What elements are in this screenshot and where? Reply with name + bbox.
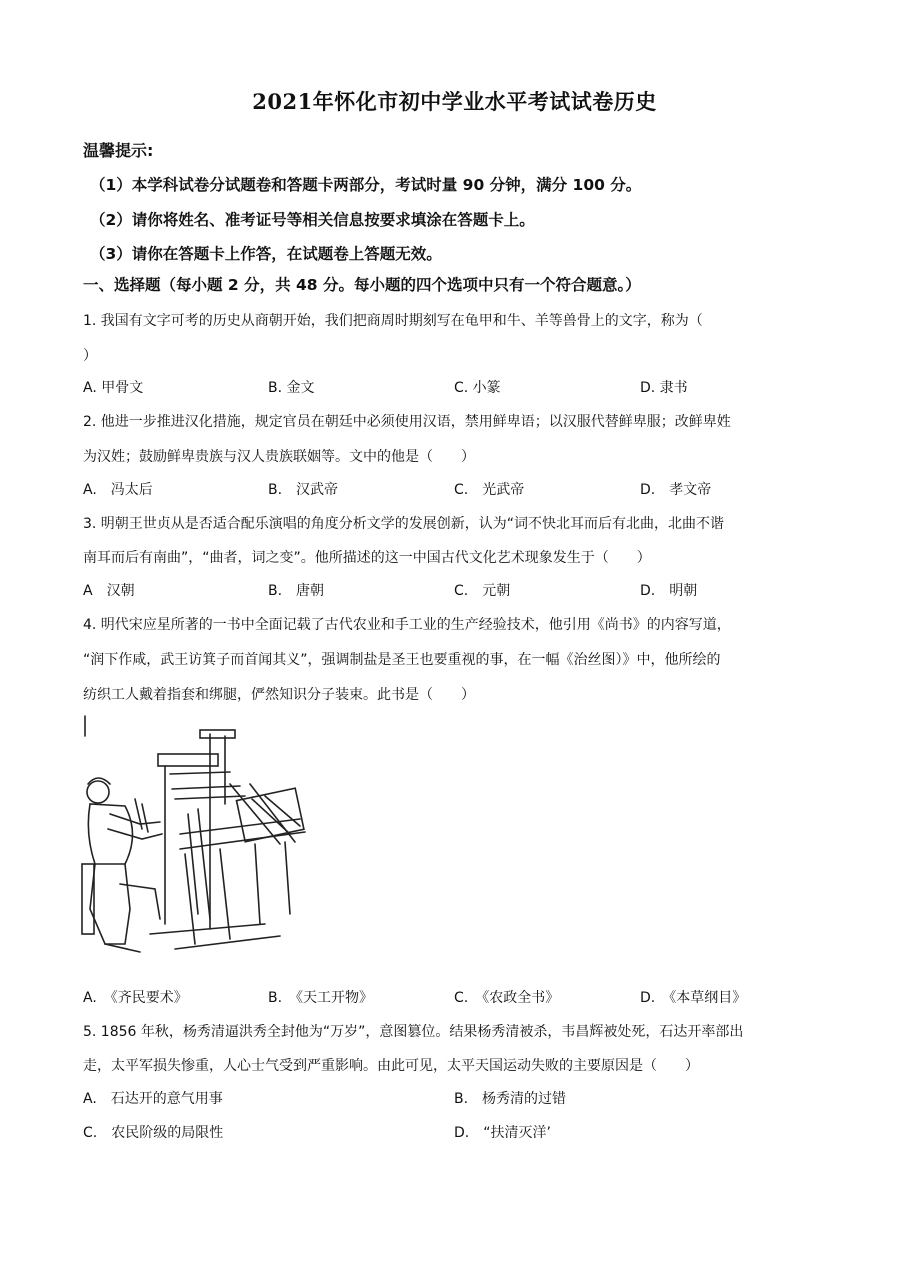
tip-3: （3）请你在答题卡上作答，在试题卷上答题无效。 [90, 245, 442, 263]
q4-text-line-1: 4. 明代宋应星所著的一书中全面记载了古代农业和手工业的生产经验技术，他引用《尚书》的内容写道， [83, 617, 731, 633]
q1-text-line-1: 1. 我国有文字可考的历史从商朝开始，我们把商周时期刻写在龟甲和牛、羊等兽骨上的文字，称为（ [83, 313, 703, 329]
q2-text-line-2: 为汉姓；鼓励鲜卑贵族与汉人贵族联姻等。文中的他是（ ） [83, 449, 475, 465]
q5-option-b: B. 杨秀清的过错 [454, 1091, 567, 1107]
q5-option-d: D. “扶清灭洋’ [454, 1125, 551, 1141]
q4-option-c: C. 《农政全书》 [454, 990, 560, 1006]
q2-option-b: B. 汉武帝 [268, 482, 339, 498]
q4-option-d: D. 《本草纲目》 [640, 990, 747, 1006]
q2-text-line-1: 2. 他进一步推进汉化措施，规定官员在朝廷中必须使用汉语，禁用鲜卑语；以汉服代替鲜卑服；改鲜卑姓 [83, 414, 731, 430]
section-heading: 一、选择题（每小题 2 分，共 48 分。每小题的四个选项中只有一个符合题意。） [83, 276, 641, 294]
q5-option-c: C. 农民阶级的局限性 [83, 1125, 224, 1141]
q3-option-a: A 汉朝 [83, 583, 135, 599]
q3-option-c: C. 元朝 [454, 583, 511, 599]
q1-option-d: D. 隶书 [640, 380, 688, 396]
tip-1: （1）本学科试卷分试题卷和答题卡两部分，考试时量 90 分钟，满分 100 分。 [90, 176, 642, 194]
q1-option-b: B. 金文 [268, 380, 315, 396]
q4-text-line-2: “润下作咸，武王访箕子而首闻其义”，强调制盐是圣王也要重视的事，在一幅《治丝图）》中，他所绘的 [83, 652, 721, 668]
q2-option-a: A. 冯太后 [83, 482, 153, 498]
q4-option-a: A. 《齐民要术》 [83, 990, 188, 1006]
q3-option-d: D. 明朝 [640, 583, 698, 599]
q3-text-line-1: 3. 明朝王世贞从是否适合配乐演唱的角度分析文学的发展创新，认为“词不快北耳而后有北曲，北曲不谐 [83, 516, 725, 532]
q5-text-line-2: 走，太平军损失惨重，人心士气受到严重影响。由此可见，太平天国运动失败的主要原因是（ ） [83, 1058, 699, 1074]
q1-option-a: A. 甲骨文 [83, 380, 144, 396]
q4-option-b: B. 《天工开物》 [268, 990, 374, 1006]
q5-text-line-1: 5. 1856 年秋，杨秀清逼洪秀全封他为“万岁”，意图篡位。结果杨秀清被杀，韦昌辉被处死，石达开率部出 [83, 1024, 744, 1040]
q2-option-d: D. 孝文帝 [640, 482, 712, 498]
page-title: 2021年怀化市初中学业水平考试试卷历史 [252, 89, 657, 114]
q3-text-line-2: 南耳而后有南曲”，“曲者，词之变”。他所描述的这一中国古代文化艺术现象发生于（ ） [83, 550, 651, 566]
q3-option-b: B. 唐朝 [268, 583, 325, 599]
q2-option-c: C. 光武帝 [454, 482, 525, 498]
tips-heading: 温馨提示: [83, 141, 154, 160]
q5-option-a: A. 石达开的意气用事 [83, 1091, 223, 1107]
q4-text-line-3: 纺织工人戴着指套和绑腿，俨然知识分子装束。此书是（ ） [83, 687, 475, 703]
tip-2: （2）请你将姓名、准考证号等相关信息按要求填涂在答题卡上。 [90, 211, 535, 229]
loom-weaver-illustration [80, 714, 312, 960]
q1-option-c: C. 小篆 [454, 380, 501, 396]
q1-text-line-2: ） [83, 348, 97, 364]
